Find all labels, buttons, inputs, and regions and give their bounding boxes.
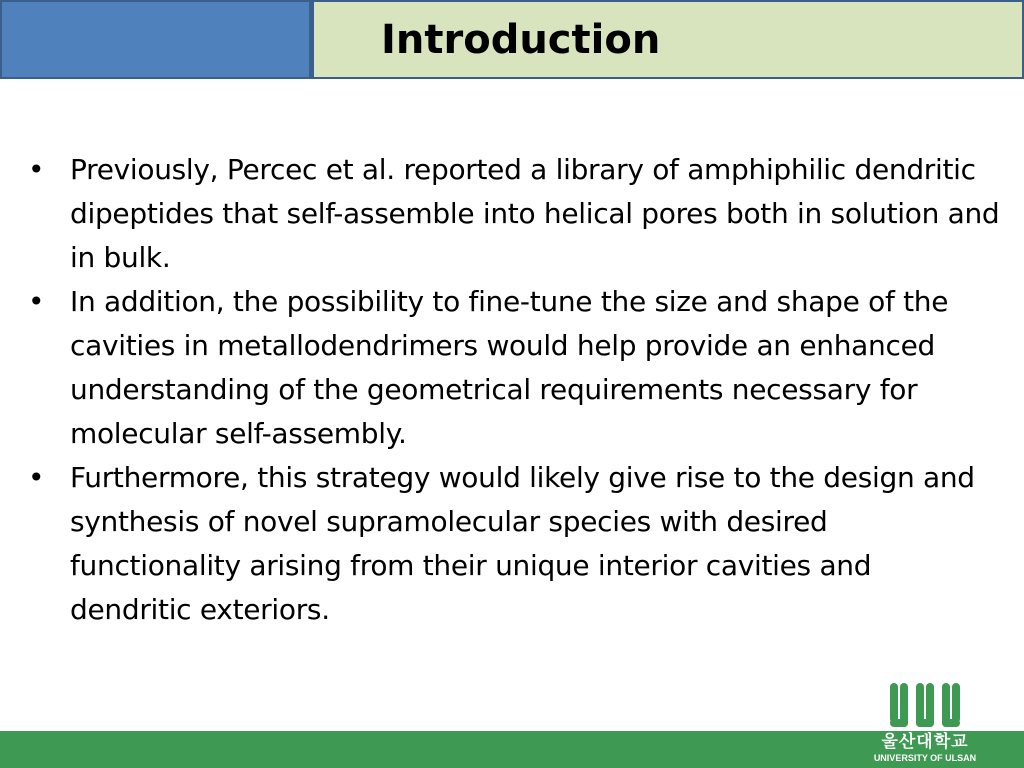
bullet-text: In addition, the possibility to fine-tune the size and shape of the cavities in metallodendrimers would help provide an enhanced understanding of the geometrical requirements necessary for molecular self-assembly. <box>70 285 949 450</box>
bullet-item <box>28 148 1000 280</box>
bullet-item <box>28 456 1000 632</box>
bullet-marker: • <box>28 461 45 494</box>
university-logo <box>860 683 990 768</box>
bullet-list <box>28 148 1000 632</box>
bullet-marker: • <box>28 285 45 318</box>
university-name-korean: 울산대학교 <box>881 732 969 752</box>
ulsan-university-emblem-icon <box>890 683 960 727</box>
slide-content <box>28 148 1000 632</box>
header-accent-block <box>0 0 311 79</box>
bullet-marker: • <box>28 153 45 186</box>
university-name-english: UNIVERSITY OF ULSAN <box>873 753 977 763</box>
bullet-text: Furthermore, this strategy would likely give rise to the design and synthesis of novel supramolecular species with desired functionality arising from their unique interior cavities and dendritic exteriors. <box>70 461 975 626</box>
bullet-item <box>28 280 1000 456</box>
slide-title: Introduction <box>381 17 661 63</box>
bullet-text: Previously, Percec et al. reported a library of amphiphilic dendritic dipeptides that self-assemble into helical pores both in solution and in bulk. <box>70 153 1000 274</box>
